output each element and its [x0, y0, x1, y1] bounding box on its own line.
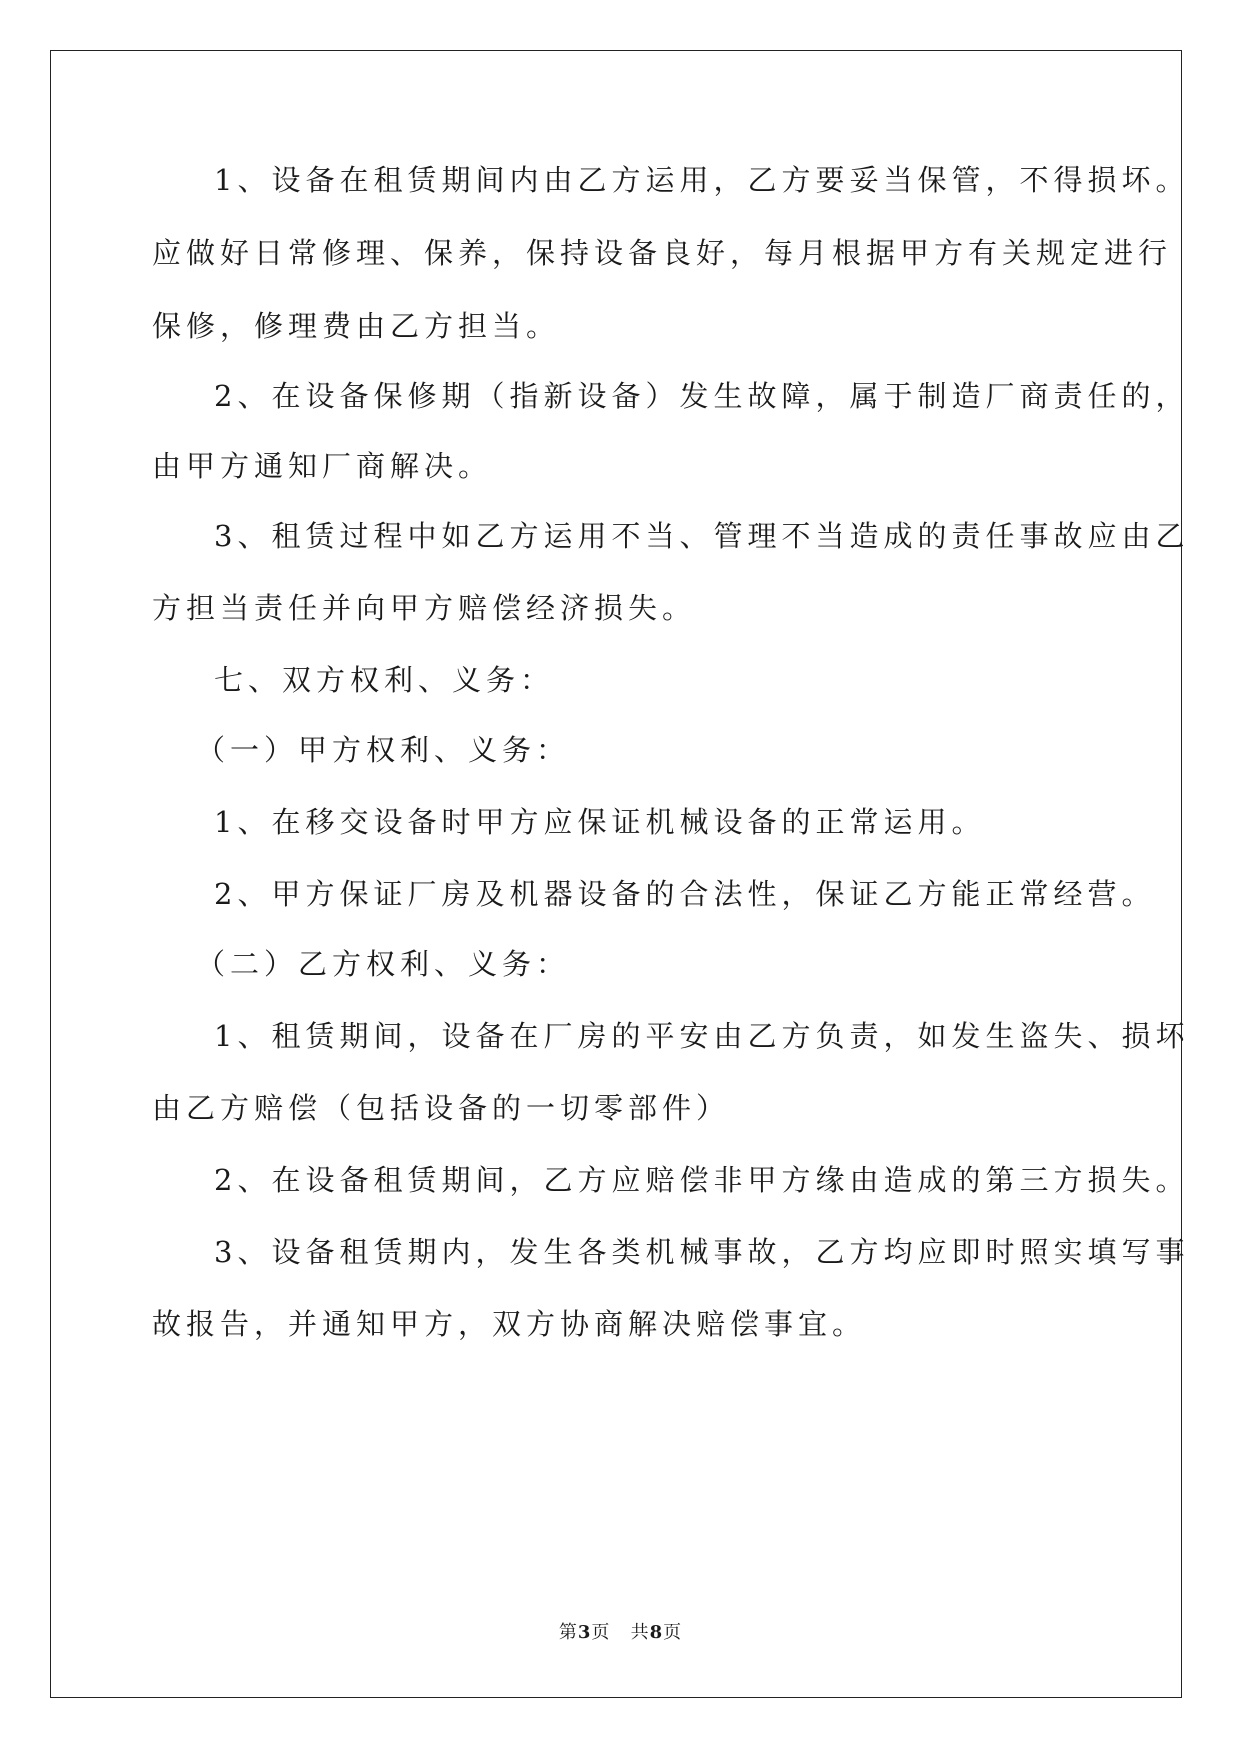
footer-total-prefix: 共	[630, 1622, 650, 1643]
footer-prefix: 第	[558, 1622, 578, 1643]
paragraph-line: 由甲方通知厂商解决。	[152, 449, 493, 483]
paragraph-line: 故报告，并通知甲方，双方协商解决赔偿事宜。	[152, 1307, 867, 1341]
paragraph-line: 保修，修理费由乙方担当。	[152, 309, 561, 343]
current-page-number: 3	[577, 1622, 592, 1643]
footer-total-suffix: 页	[663, 1622, 683, 1643]
paragraph-line: 2、在设备保修期（指新设备）发生故障，属于制造厂商责任的，	[214, 379, 1190, 413]
paragraph-line: 1、租赁期间，设备在厂房的平安由乙方负责，如发生盗失、损坏	[214, 1019, 1190, 1053]
page-footer	[0, 1618, 1241, 1644]
paragraph-line: 1、设备在租赁期间内由乙方运用，乙方要妥当保管，不得损坏。	[214, 163, 1190, 197]
footer-page-word: 页	[591, 1622, 611, 1643]
paragraph-line: 方担当责任并向甲方赔偿经济损失。	[152, 591, 697, 625]
section-heading: 七、双方权利、义务：	[214, 663, 555, 697]
paragraph-line: 由乙方赔偿（包括设备的一切零部件）	[152, 1091, 731, 1125]
paragraph-line: 3、设备租赁期内，发生各类机械事故，乙方均应即时照实填写事	[214, 1235, 1190, 1269]
subsection-heading: （一）甲方权利、义务：	[196, 733, 571, 767]
total-pages-number: 8	[649, 1622, 664, 1643]
paragraph-line: 1、在移交设备时甲方应保证机械设备的正常运用。	[214, 805, 986, 839]
paragraph-line: 应做好日常修理、保养，保持设备良好，每月根据甲方有关规定进行	[152, 236, 1173, 270]
paragraph-line: 2、在设备租赁期间，乙方应赔偿非甲方缘由造成的第三方损失。	[214, 1163, 1190, 1197]
subsection-heading: （二）乙方权利、义务：	[196, 947, 571, 981]
paragraph-line: 2、甲方保证厂房及机器设备的合法性，保证乙方能正常经营。	[214, 877, 1156, 911]
paragraph-line: 3、租赁过程中如乙方运用不当、管理不当造成的责任事故应由乙	[214, 519, 1190, 553]
